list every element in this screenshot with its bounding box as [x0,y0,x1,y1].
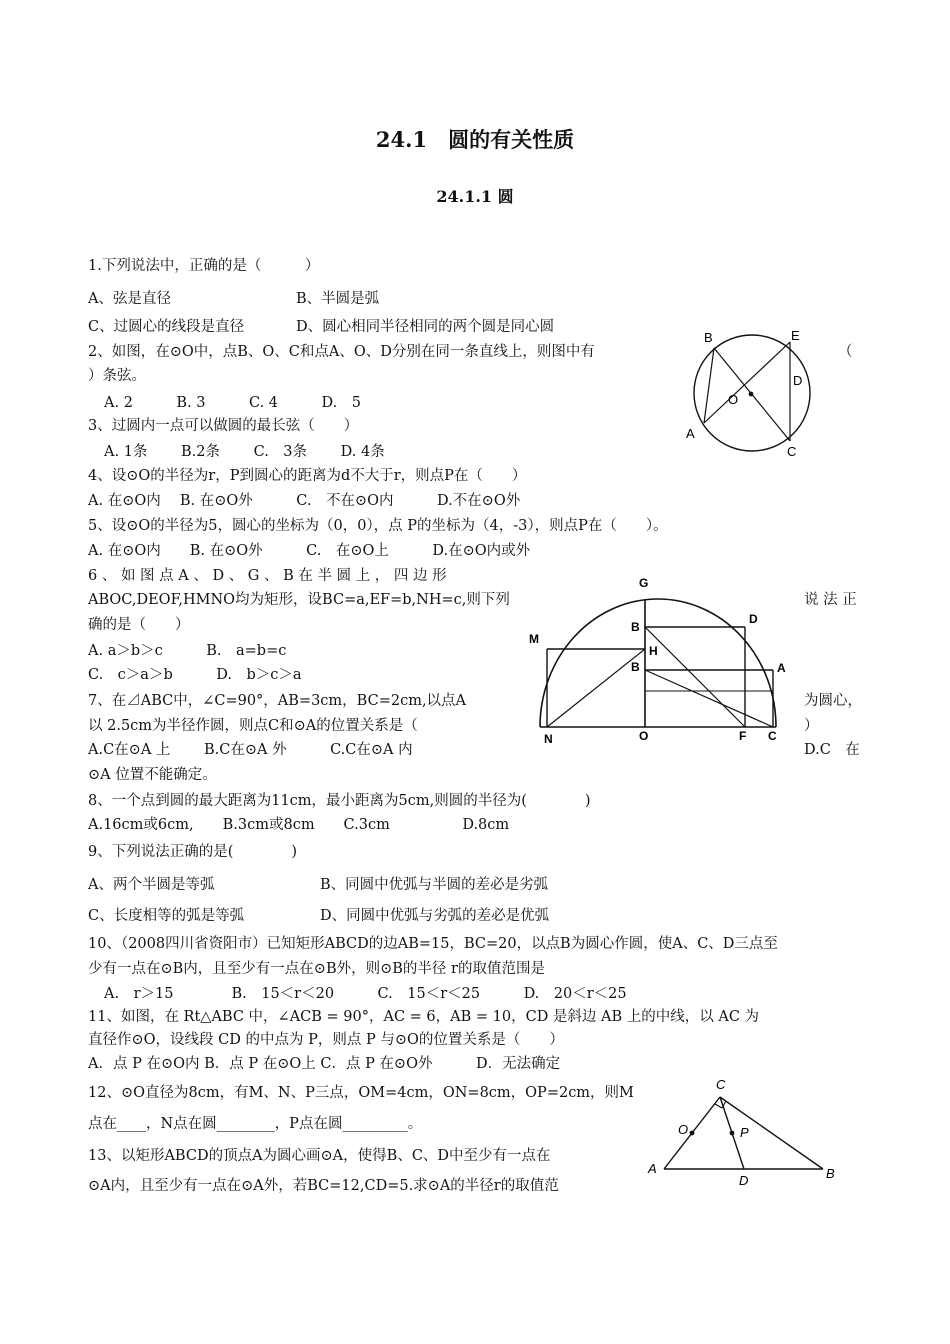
q2-options: A. 2 B. 3 C. 4 D. 5 [104,395,361,411]
q2-fig-label-b: B [704,330,713,345]
q9-option-b: B、同圆中优弧与半圆的差必是劣弧 [320,877,549,893]
q1-stem: 1.下列说法中，正确的是（ ） [88,258,320,274]
q13-line1: 13、以矩形ABCD的顶点A为圆心画⊙A，使得B、C、D中至少有一点在 [88,1148,551,1164]
q2-paren: （ [838,344,853,360]
q6-fig-label-h: H [649,644,658,658]
q6-line3: 确的是（ ） [88,617,190,633]
q7-line1: 7、在⊿ABC中，∠C=90°，AB=3cm，BC=2cm,以点A [88,693,467,709]
q6-fig-label-c: C [768,729,777,743]
q1-option-d: D、圆心相同半径相同的两个圆是同心圆 [296,319,555,335]
q2-fig-label-c: C [787,444,797,459]
q11-fig-label-a: A [648,1161,657,1176]
q1-option-a: A、弦是直径 [88,291,171,307]
q11-line3: A．点 P 在⊙O内 B．点 P 在⊙O上 C．点 P 在⊙O外 D．无法确定 [88,1056,561,1072]
q7-line4: ⊙A 位置不能确定。 [88,767,217,783]
q6-fig-label-n: N [544,732,553,746]
q6-fig-label-d: D [749,612,758,626]
q6-fig-label-a: A [777,661,786,675]
q6-line1: 6 、 如 图 点 A 、 D 、 G 、 B 在 半 圆 上 ， 四 边 形 [88,568,447,584]
q12-line1: 12、⊙O直径为8cm，有M、N、P三点，OM=4cm，ON=8cm，OP=2cm，则M [88,1085,634,1101]
q11-triangle-figure [640,1075,840,1190]
q6-fig-label-o: O [639,729,649,743]
q2-fig-label-a: A [686,426,695,441]
q2-fig-label-d: D [793,373,803,388]
page-subtitle: 24.1.1 圆 [436,187,514,206]
q11-line1: 11、如图，在 Rt△ABC 中，∠ACB = 90°，AC = 6，AB = 10，CD 是斜边 AB 上的中线，以 AC 为 [88,1009,760,1025]
q6-semicircle-figure [525,573,800,745]
q5-stem: 5、设⊙O的半径为5，圆心的坐标为（0，0），点 P的坐标为（4，-3），则点P在（ ）。 [88,518,668,534]
q6-fig-label-b2: B [631,660,640,674]
q6-fig-label-g: G [639,576,649,590]
q4-stem: 4、设⊙O的半径为r，P到圆心的距离为d不大于r，则点P在（ ） [88,468,527,484]
q10-line1: 10、（2008四川省资阳市）已知矩形ABCD的边AB=15，BC=20，以点B为圆心作圆，使A、C、D三点至 [88,936,778,952]
q11-fig-label-o: O [678,1122,689,1137]
q7-line3: A.C在⊙A 上 B.C在⊙A 外 C.C在⊙A 内 [88,742,413,758]
q7-line3-right: D.C 在 [804,742,860,758]
q12-line2: 点在____，N点在圆________，P点在圆_________。 [88,1116,423,1132]
q9-option-d: D、同圆中优弧与劣弧的差必是优弧 [320,908,550,924]
q6-fig-label-f: F [739,729,747,743]
q7-line2: 以 2.5cm为半径作圆，则点C和⊙A的位置关系是（ [88,718,418,734]
q2-fig-label-o: O [728,392,739,407]
q9-stem: 9、下列说法正确的是( ) [88,844,298,860]
q2-stem: 2、如图，在⊙O中，点B、O、C和点A、O、D分别在同一条直线上，则图中有 [88,344,595,360]
q10-options: A. r＞15 B. 15＜r＜20 C. 15＜r＜25 D. 20＜r＜25 [104,986,627,1002]
q10-line2: 少有一点在⊙B内，且至少有一点在⊙B外，则⊙B的半径 r的取值范围是 [88,961,545,977]
q11-fig-label-b: B [826,1166,835,1181]
q2-circle-figure [680,328,830,458]
q13-line2: ⊙A内，且至少有一点在⊙A外，若BC=12,CD=5.求⊙A的半径r的取值范 [88,1178,559,1194]
q8-stem: 8、一个点到圆的最大距离为11cm，最小距离为5cm,则圆的半径为( ) [88,793,591,809]
q11-fig-label-c: C [716,1077,726,1092]
q1-option-b: B、半圆是弧 [296,291,380,307]
q11-line2: 直径作⊙O，设线段 CD 的中点为 P，则点 P 与⊙O的位置关系是（ ） [88,1032,564,1048]
q6-line2: ABOC,DEOF,HMNO均为矩形，设BC=a,EF=b,NH=c,则下列 [88,592,510,608]
q6-fig-label-m: M [529,632,539,646]
q7-line2-right: ） [804,718,819,734]
q2-stem-end: ）条弦。 [88,368,146,384]
q6-options-cd: C. c＞a＞b D. b＞c＞a [88,667,302,683]
q7-line1-right: 为圆心， [804,693,862,709]
q9-option-a: A、两个半圆是等弧 [88,877,215,893]
q4-options: A. 在⊙O内 B. 在⊙O外 C. 不在⊙O内 D.不在⊙O外 [88,493,521,509]
q6-options-ab: A. a＞b＞c B. a=b=c [88,643,287,659]
q3-stem: 3、过圆内一点可以做圆的最长弦（ ） [88,418,359,434]
q2-fig-label-e: E [791,328,800,343]
q1-option-c: C、过圆心的线段是直径 [88,319,245,335]
q6-fig-label-b1: B [631,620,640,634]
q8-options: A.16cm或6cm, B.3cm或8cm C.3cm D.8cm [88,817,510,833]
q5-options: A. 在⊙O内 B. 在⊙O外 C. 在⊙O上 D.在⊙O内或外 [88,543,531,559]
q11-fig-label-d: D [739,1173,749,1188]
q9-option-c: C、长度相等的弧是等弧 [88,908,245,924]
q6-line2-right: 说 法 正 [804,592,857,608]
q3-options: A. 1条 B.2条 C. 3条 D. 4条 [104,444,385,460]
q11-fig-label-p: P [740,1125,749,1140]
page-title: 24.1 圆的有关性质 [375,127,575,152]
